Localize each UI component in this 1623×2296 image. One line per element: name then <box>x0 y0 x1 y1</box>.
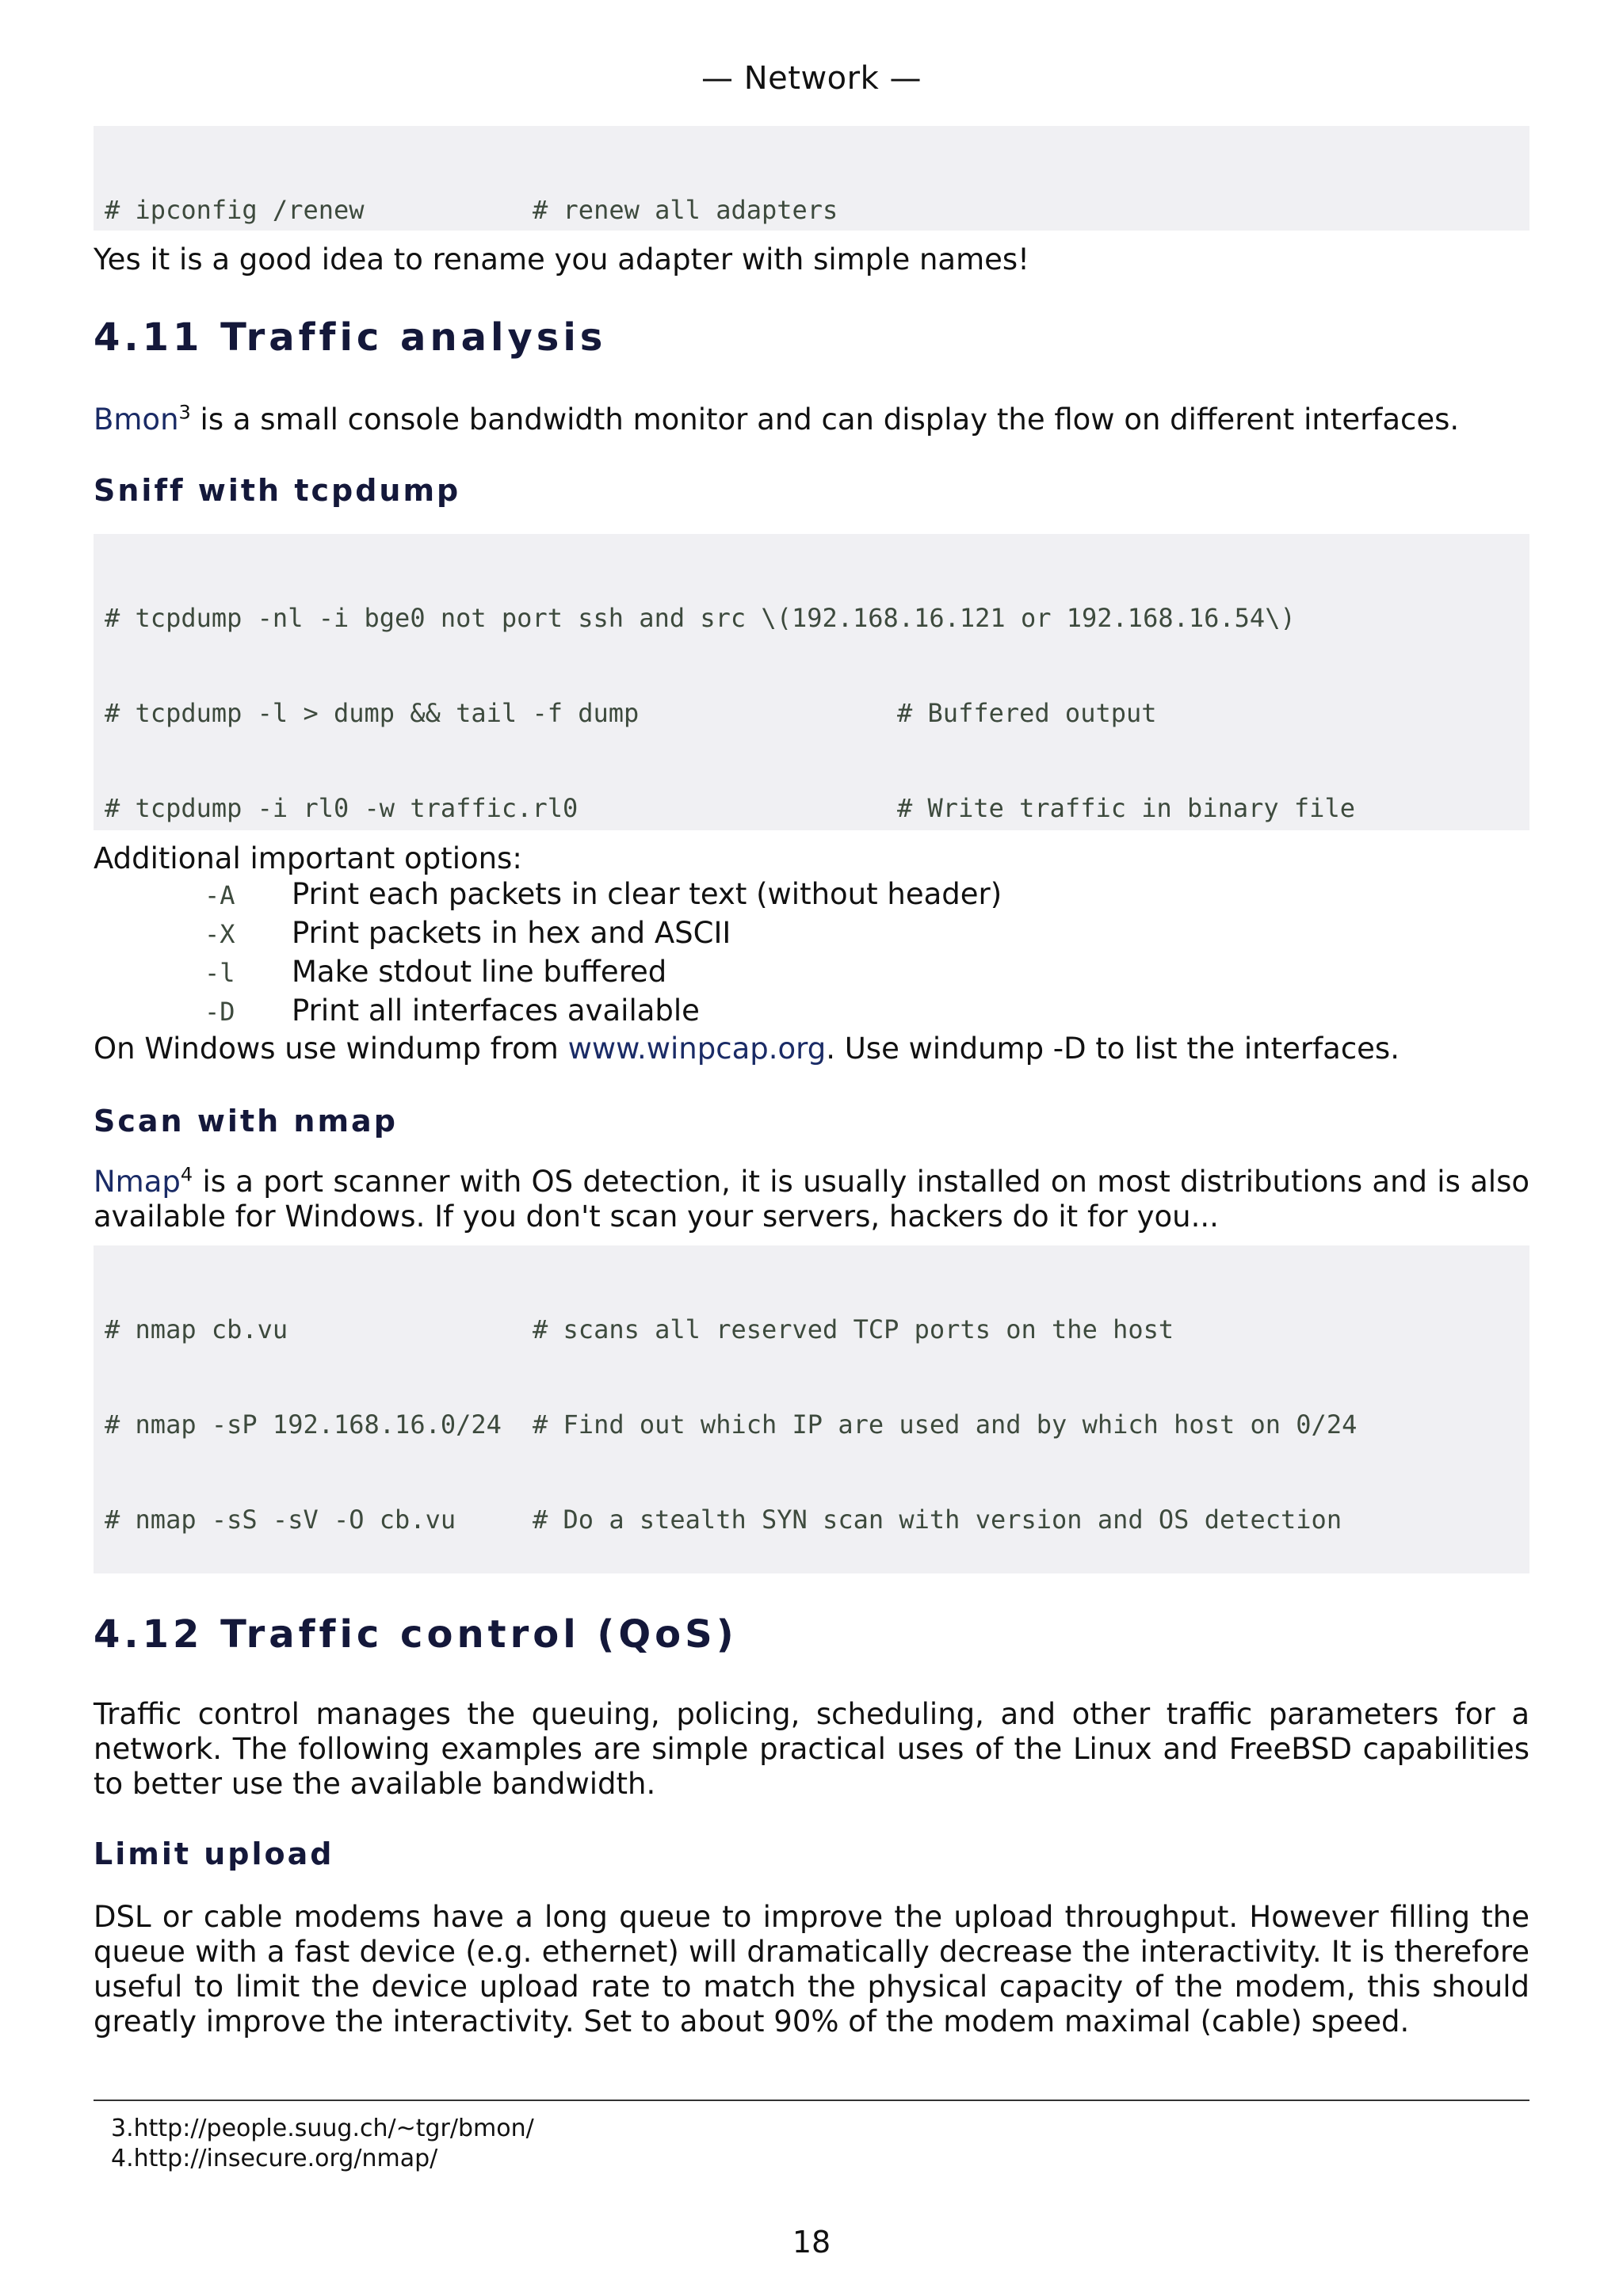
footnote-4[interactable]: 4.http://insecure.org/nmap/ <box>111 2145 438 2172</box>
code-line: # ipconfig /renew # renew all adapters <box>105 195 838 225</box>
option-flag: -D <box>204 997 235 1027</box>
code-line: # tcpdump -i rl0 -w traffic.rl0 # Write traffic in binary file <box>105 793 1355 823</box>
footnote-3[interactable]: 3.http://people.suug.ch/~tgr/bmon/ <box>111 2115 534 2142</box>
code-line: # nmap -sP 192.168.16.0/24 # Find out which IP are used and by which host on 0/24 <box>105 1409 1358 1440</box>
bmon-paragraph: Bmon$^3$ is a small console bandwidth monitor and can display the flow on different interfaces. <box>94 401 1460 437</box>
option-flag: -X <box>204 919 235 949</box>
limit-upload-paragraph: DSL or cable modems have a long queue to improve the upload throughput. However filling the queue with a fast device (e.g. ethernet) will dramatically decrease the interactivity. It is therefore useful to limit the device upload rate to match the physical capacity of the modem, this should greatly improve the interactivity. Set to about 90% of the modem maximal (cable) speed. <box>94 1900 1529 2039</box>
ipconfig-code-block <box>94 126 1529 231</box>
option-flag: -l <box>204 958 235 988</box>
footnote-ref[interactable]: 3 <box>178 401 191 424</box>
subheading-scan-nmap: Scan with nmap <box>94 1104 398 1138</box>
nmap-link[interactable]: Nmap <box>94 1165 181 1199</box>
page-number: 18 <box>792 2225 831 2260</box>
option-desc: Print each packets in clear text (without header) <box>292 877 1002 911</box>
traffic-control-paragraph: Traffic control manages the queuing, policing, scheduling, and other traffic parameters for a network. The following examples are simple practical uses of the Linux and FreeBSD capabilities to better use the available bandwidth. <box>94 1697 1529 1801</box>
code-line: # nmap -sS -sV -O cb.vu # Do a stealth SYN scan with version and OS detection <box>105 1505 1342 1535</box>
option-row <box>94 916 1529 955</box>
option-desc: Print all interfaces available <box>292 994 700 1028</box>
option-desc: Print packets in hex and ASCII <box>292 916 731 950</box>
footnote-divider <box>94 2100 1529 2101</box>
code-line: # tcpdump -nl -i bge0 not port ssh and src \(192.168.16.121 or 192.168.16.54\) <box>105 603 1296 633</box>
options-intro: Additional important options: <box>94 841 522 875</box>
tcpdump-code-block <box>94 534 1529 830</box>
code-line: # tcpdump -l > dump && tail -f dump # Buffered output <box>105 698 1157 728</box>
section-heading-4-12: 4.12 Traffic control (QoS) <box>94 1612 738 1657</box>
subheading-limit-upload: Limit upload <box>94 1836 334 1871</box>
running-header: — Network — <box>701 60 922 97</box>
bmon-link[interactable]: Bmon <box>94 402 179 437</box>
option-desc: Make stdout line buffered <box>292 955 667 989</box>
winpcap-link[interactable]: www.winpcap.org <box>567 1032 827 1066</box>
option-flag: -A <box>204 880 235 910</box>
option-row <box>94 877 1529 916</box>
code-line: # nmap cb.vu # scans all reserved TCP ports on the host <box>105 1314 1174 1344</box>
windows-note: On Windows use windump from www.winpcap.org. Use windump -D to list the interfaces. <box>94 1032 1400 1066</box>
section-heading-4-11: 4.11 Traffic analysis <box>94 315 607 360</box>
document-page <box>94 0 1529 2296</box>
nmap-paragraph: Nmap$^4$ is a port scanner with OS detection, it is usually installed on most distributions and is also available for Windows. If you don't scan your servers, hackers do it for you... <box>94 1163 1529 1234</box>
footnotes <box>94 2114 1529 2174</box>
option-row <box>94 955 1529 994</box>
nmap-code-block <box>94 1245 1529 1573</box>
footnote-ref[interactable]: 4 <box>180 1163 193 1186</box>
options-list <box>94 877 1529 1032</box>
rename-note: Yes it is a good idea to rename you adapter with simple names! <box>94 242 1030 277</box>
option-row <box>94 994 1529 1032</box>
subheading-sniff-tcpdump: Sniff with tcpdump <box>94 473 461 508</box>
